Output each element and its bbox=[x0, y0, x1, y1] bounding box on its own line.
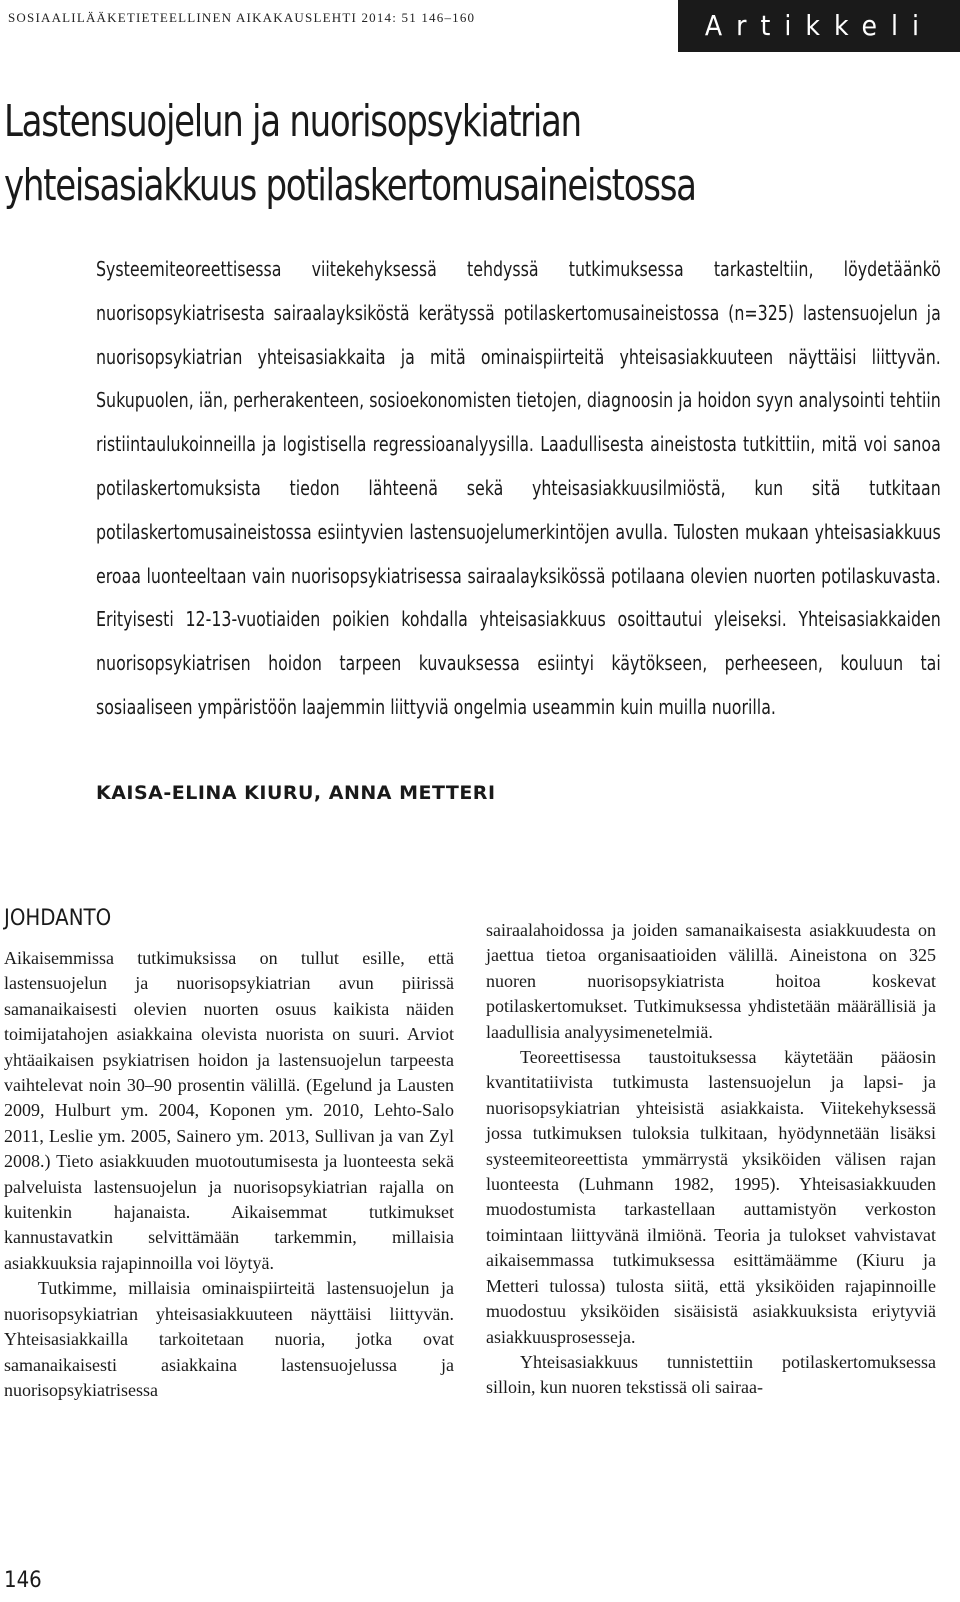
paragraph: Yhteisasiakkuus tunnistettiin potilaskertomuksessa silloin, kun nuoren tekstissä oli sairaa- bbox=[486, 1351, 936, 1398]
paragraph: Tutkimme, millaisia ominaispiirteitä lastensuojelun ja nuorisopsykiatrian yhteisasiakkuuteen näyttäisi liittyvän. Yhteisasiakkailla tarkoitetaan nuoria, jotka ovat samanaikaisesti asiakkaina lastensuojelussa ja nuorisopsykiatrisessa bbox=[4, 1278, 454, 1400]
running-head: SOSIAALILÄÄKETIETEELLINEN AIKAKAUSLEHTI 2014: 51 146–160 bbox=[8, 10, 476, 25]
paragraph: sairaalahoidossa ja joiden samanaikaisesta asiakkuudesta on jaettua tietoa organisaatioiden välillä. Aineistona on 325 nuoren nuorisopsykiatrista hoitoa koskevat potilaskertomukset. Tutkimuksessa yhdistetään määrällisiä ja laadullisia analyysimenetelmiä. bbox=[486, 920, 936, 1042]
left-column bbox=[4, 946, 454, 1403]
page-number: 146 bbox=[4, 1568, 42, 1593]
section-tag: Artikkeli bbox=[678, 0, 960, 52]
article-title: Lastensuojelun ja nuorisopsykiatrian yhteisasiakkuus potilaskertomusaineistossa bbox=[4, 96, 696, 211]
right-column bbox=[486, 918, 936, 1401]
paragraph: Aikaisemmissa tutkimuksissa on tullut esille, että lastensuojelun ja nuorisopsykiatrian avun piirissä samanaikaisesti olevien nuorten osuus kaikista näiden toimijatahojen asiakkaina olevista nuorista on suuri. Arviot yhtäaikaisen psykiatrisen hoidon ja lastensuojelun tarpeesta vaihtelevat noin 30–90 prosentin välillä. (Egelund ja Lausten 2009, Hulburt ym. 2004, Koponen ym. 2010, Lehto-Salo 2011, Leslie ym. 2005, Sainero ym. 2013, Sullivan ja van Zyl 2008.) Tieto asiakkuuden muotoutumisesta ja luonteesta sekä palveluista lastensuojelun ja nuorisopsykiatrian rajalla on kuitenkin hajanaista. Aikaisemmat tutkimukset kannustavatkin selvittämään tarkemmin, millaisia asiakkuuksia rajapinnoilla voi löytyä. bbox=[4, 948, 454, 1273]
paragraph: Teoreettisessa taustoituksessa käytetään pääosin kvantitatiivista tutkimusta lastensuojelun ja lapsi- ja nuorisopsykiatrian yhteisistä asiakkaista. Viitekehyksessä jossa tutkimuksen tuloksia tulkitaan, hyödynnetään lisäksi systeemiteoreettista ymmärrystä yksiköiden välisen rajan luonteesta (Luhmann 1982, 1995). Yhteisasiakkuuden muodostumista tarkastellaan auttamistyön verkoston toimintaan liittyvänä ilmiönä. Teoria ja tulokset vahvistavat aikaisemmassa tutkimuksessa esittämäämme (Kiuru ja Metteri tulossa) tulosta siitä, että yksiköiden rajapinnoille muodostuu yksiköiden sisäisistä asiakkuuksista eriytyviä asiakkuusprosesseja. bbox=[486, 1047, 936, 1347]
authors: KAISA-ELINA KIURU, ANNA METTERI bbox=[96, 782, 496, 804]
abstract: Systeemiteoreettisessa viitekehyksessä tehdyssä tutkimuksessa tarkasteltiin, löydetäänkö nuorisopsykiatrisesta sairaalayksiköstä kerätyssä potilaskertomusaineistossa (n=325) lastensuojelun ja nuorisopsykiatrian yhteisasiakkaita ja mitä ominaispiirteitä yhteisasiakkuuteen näyttäisi liittyvän. Sukupuolen, iän, perherakenteen, sosioekonomisten tietojen, diagnoosin ja hoidon syyn analysointi tehtiin ristiintaulukoinneilla ja logistisella regressioanalyysilla. Laadullisesta aineistosta tutkittiin, mitä voi sanoa potilaskertomuksista tiedon lähteenä sekä yhteisasiakkuusilmiöstä, kun sitä tutkitaan potilaskertomusaineistossa esiintyvien lastensuojelumerkintöjen avulla. Tulosten mukaan yhteisasiakkuus eroaa luonteeltaan vain nuorisopsykiatrisessa sairaalayksikössä potilaana olevien nuorten potilaskuvasta. Erityisesti 12-13-vuotiaiden poikien kohdalla yhteisasiakkuus osoittautui yleiseksi. Yhteisasiakkaiden nuorisopsykiatrisen hoidon tarpeen kuvauksessa esiintyi käytökseen, perheeseen, kouluun tai sosiaaliseen ympäristöön laajemmin liittyviä ongelmia useammin kuin muilla nuorilla. bbox=[96, 257, 941, 719]
section-heading: JOHDANTO bbox=[4, 906, 112, 931]
